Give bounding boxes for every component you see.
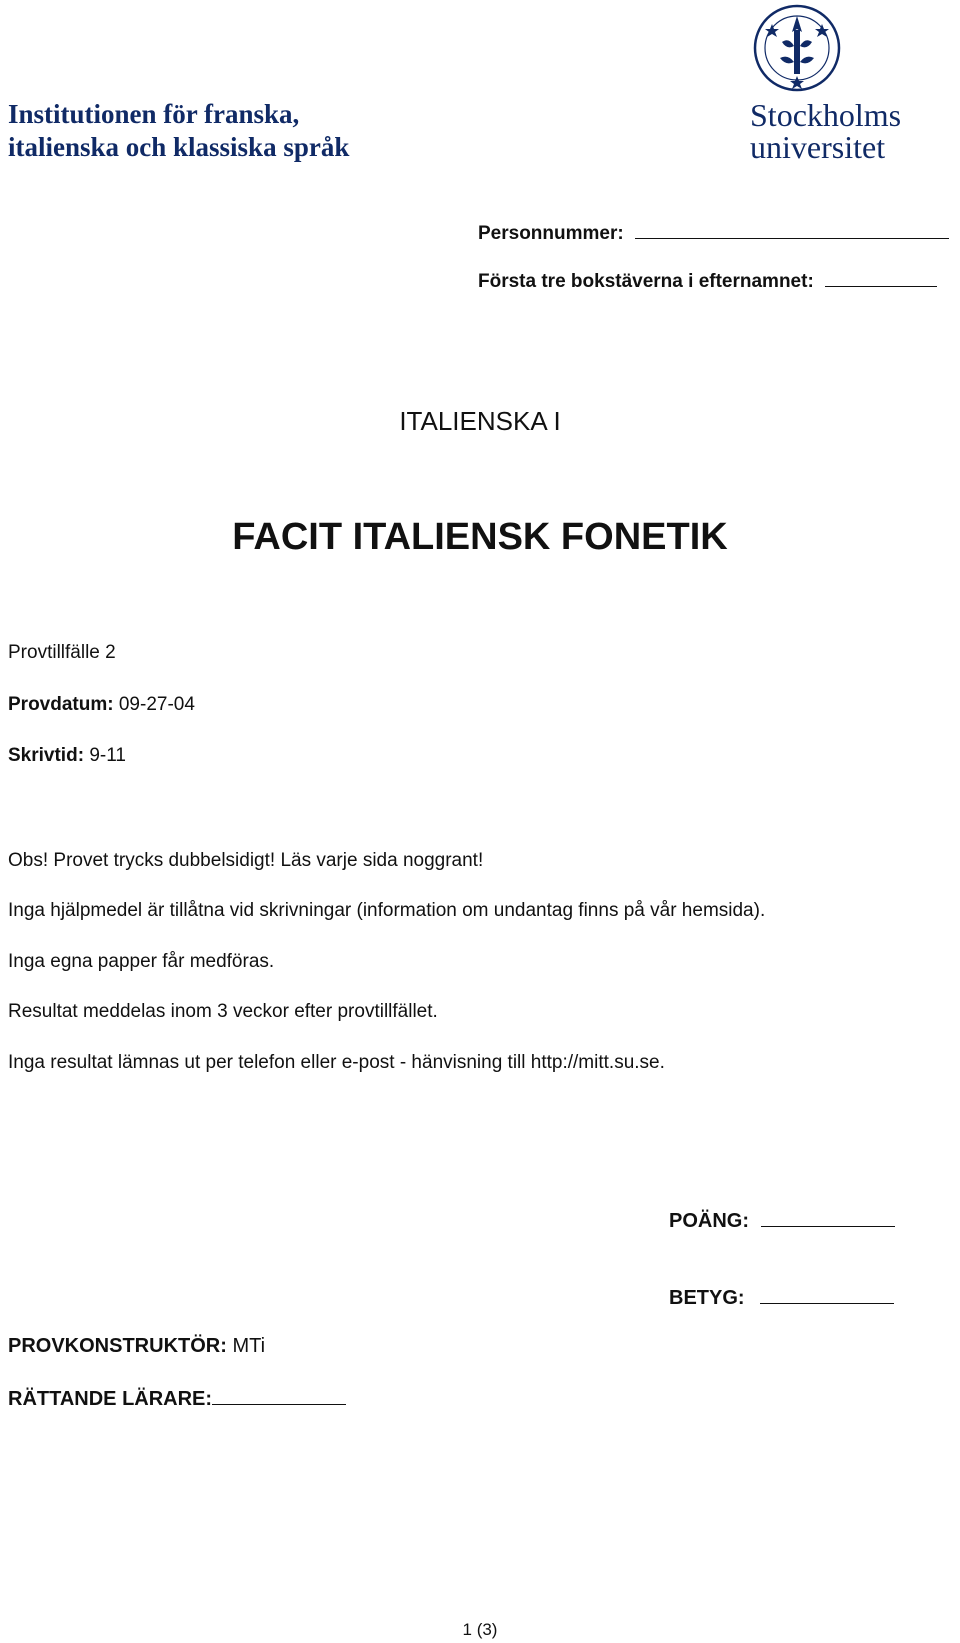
exam-time-value: 9-11 <box>89 745 126 766</box>
grading-teacher <box>8 1386 346 1411</box>
points-field <box>669 1208 895 1233</box>
grade-field <box>669 1285 894 1310</box>
personnummer-label: Personnummer: <box>478 223 624 244</box>
points-label: POÄNG: <box>669 1210 749 1232</box>
grading-teacher-blank[interactable] <box>212 1386 346 1405</box>
exam-occasion: Provtillfälle 2 <box>8 642 116 663</box>
exam-time <box>8 745 126 767</box>
exam-date <box>8 694 195 716</box>
department-name-line1: Institutionen för franska, <box>8 99 300 129</box>
exam-time-label: Skrivtid: <box>8 745 85 766</box>
personnummer-field <box>478 220 949 245</box>
grade-label: BETYG: <box>669 1287 745 1309</box>
grade-blank[interactable] <box>760 1285 894 1304</box>
department-name-line2: italienska och klassiska språk <box>8 132 350 162</box>
university-logo <box>750 2 950 165</box>
surname-initials-blank[interactable] <box>825 268 937 287</box>
notice-item: Inga resultat lämnas ut per telefon eller e-post - hänvisning till http://mitt.su.se. <box>8 1052 665 1073</box>
notice-item: Resultat meddelas inom 3 veckor efter provtillfället. <box>8 1001 438 1022</box>
exam-constructor-value: MTi <box>232 1335 266 1357</box>
notice-item: Inga egna papper får medföras. <box>8 951 275 972</box>
surname-initials-field <box>478 268 937 293</box>
university-name-line1: Stockholms <box>750 97 902 133</box>
notice-item: Obs! Provet trycks dubbelsidigt! Läs varje sida noggrant! <box>8 850 484 871</box>
notice-item: Inga hjälpmedel är tillåtna vid skrivningar (information om undantag finns på vår hemsida). <box>8 900 766 921</box>
page-number: 1 (3) <box>462 1620 498 1639</box>
exam-constructor <box>8 1335 265 1358</box>
university-seal-icon <box>752 2 862 94</box>
points-blank[interactable] <box>761 1208 895 1227</box>
grading-teacher-label: RÄTTANDE LÄRARE: <box>8 1388 213 1410</box>
exam-date-label: Provdatum: <box>8 694 114 715</box>
department-name <box>8 98 349 164</box>
surname-initials-label: Första tre bokstäverna i efternamnet: <box>478 271 814 292</box>
university-name-line2: universitet <box>750 129 886 165</box>
document-title: FACIT ITALIENSK FONETIK <box>232 516 728 558</box>
personnummer-blank[interactable] <box>635 220 949 239</box>
university-name <box>750 99 950 163</box>
course-subject: ITALIENSKA I <box>399 406 561 436</box>
exam-constructor-label: PROVKONSTRUKTÖR: <box>8 1335 227 1357</box>
exam-date-value: 09-27-04 <box>118 694 195 715</box>
